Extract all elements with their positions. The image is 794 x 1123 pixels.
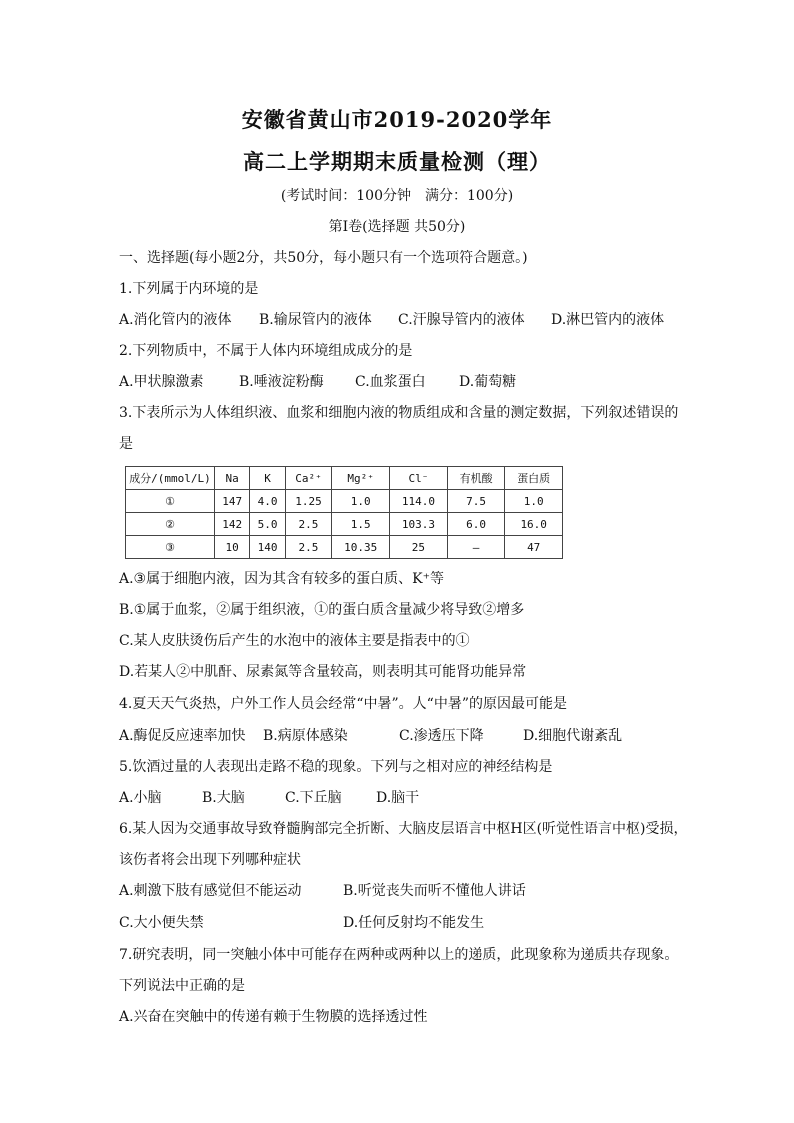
table-header-cell: Na	[215, 467, 250, 490]
question-1-option-d: D.淋巴管内的液体	[551, 312, 665, 328]
table-cell: 1.0	[332, 490, 390, 513]
table-header-cell: 成分/(mmol/L)	[126, 467, 215, 490]
exam-title-line2: 高二上学期期末质量检测（理）	[243, 149, 551, 174]
question-5-option-a: A.小脑	[119, 790, 162, 806]
table-cell: ②	[126, 513, 215, 536]
table-row	[126, 513, 563, 536]
question-2-option-c: C.血浆蛋白	[355, 374, 426, 390]
question-6-option-b: B.听觉丧失而听不懂他人讲话	[343, 883, 526, 899]
question-5-option-b: B.大脑	[202, 790, 245, 806]
question-4-option-d: D.细胞代谢紊乱	[523, 728, 623, 744]
question-6-stem-line1: 6.某人因为交通事故导致脊髓胸部完全折断、大脑皮层语言中枢H区(听觉性语言中枢)受损，	[119, 821, 688, 837]
question-7-option-a: A.兴奋在突触中的传递有赖于生物膜的选择透过性	[119, 1009, 428, 1025]
section-heading: 一、选择题(每小题2分，共50分，每小题只有一个选项符合题意。)	[119, 250, 528, 266]
question-2-option-b: B.唾液淀粉酶	[239, 374, 324, 390]
question-6-stem-line2: 该伤者将会出现下列哪种症状	[119, 852, 301, 868]
table-cell: 10.35	[332, 536, 390, 559]
table-cell: 147	[215, 490, 250, 513]
question-3-option-a: A.③属于细胞内液，因为其含有较多的蛋白质、K⁺等	[119, 571, 444, 587]
question-3-option-d: D.若某人②中肌酐、尿素氮等含量较高，则表明其可能肾功能异常	[119, 664, 527, 680]
table-header-row	[126, 467, 563, 490]
table-row	[126, 490, 563, 513]
question-7-stem-line1: 7.研究表明，同一突触小体中可能存在两种或两种以上的递质，此现象称为递质共存现象。	[119, 947, 679, 963]
question-3-stem-line1: 3.下表所示为人体组织液、血浆和细胞内液的物质组成和含量的测定数据，下列叙述错误的	[119, 405, 679, 421]
question-1-stem: 1.下列属于内环境的是	[119, 281, 259, 297]
question-3-option-c: C.某人皮肤烫伤后产生的水泡中的液体主要是指表中的①	[119, 633, 470, 649]
table-cell: 7.5	[447, 490, 505, 513]
table-cell: 6.0	[447, 513, 505, 536]
table-header-cell: 有机酸	[447, 467, 505, 490]
table-cell: —	[447, 536, 505, 559]
table-cell: 47	[505, 536, 563, 559]
table-cell: 25	[390, 536, 448, 559]
table-cell: 114.0	[390, 490, 448, 513]
question-3-option-b: B.①属于血浆，②属于组织液，①的蛋白质含量减少将导致②增多	[119, 602, 525, 618]
table-cell: 1.5	[332, 513, 390, 536]
table-cell: 16.0	[505, 513, 563, 536]
question-1-option-a: A.消化管内的液体	[119, 312, 232, 328]
table-cell: ③	[126, 536, 215, 559]
table-header-cell: Cl⁻	[390, 467, 448, 490]
table-cell: 140	[250, 536, 285, 559]
question-2-stem: 2.下列物质中，不属于人体内环境组成成分的是	[119, 343, 413, 359]
table-header-cell: Mg²⁺	[332, 467, 390, 490]
question-3-stem-line2: 是	[119, 436, 133, 452]
table-cell: 2.5	[285, 513, 332, 536]
table-cell: 103.3	[390, 513, 448, 536]
exam-title-line1: 安徽省黄山市2019-2020学年	[241, 107, 553, 132]
table-cell: 5.0	[250, 513, 285, 536]
question-4-stem: 4.夏天天气炎热，户外工作人员会经常“中暑”。人“中暑”的原因最可能是	[119, 696, 567, 712]
table-cell: 142	[215, 513, 250, 536]
table-header-cell: Ca²⁺	[285, 467, 332, 490]
table-cell: 2.5	[285, 536, 332, 559]
exam-info: (考试时间：100分钟 满分：100分)	[280, 188, 514, 204]
question-5-option-c: C.下丘脑	[285, 790, 342, 806]
question-7-stem-line2: 下列说法中正确的是	[119, 978, 245, 994]
table-cell: ①	[126, 490, 215, 513]
question-6-option-c: C.大小便失禁	[119, 915, 204, 931]
question-4-option-c: C.渗透压下降	[399, 728, 484, 744]
question-5-option-d: D.脑干	[376, 790, 420, 806]
volume-heading: 第Ⅰ卷(选择题 共50分)	[328, 219, 466, 235]
table-cell: 10	[215, 536, 250, 559]
table-header-cell: 蛋白质	[505, 467, 563, 490]
question-2-option-a: A.甲状腺激素	[119, 374, 204, 390]
table-cell: 4.0	[250, 490, 285, 513]
question-1-option-b: B.输尿管内的液体	[259, 312, 372, 328]
table-row	[126, 536, 563, 559]
table-cell: 1.25	[285, 490, 332, 513]
question-4-option-b: B.病原体感染	[263, 728, 348, 744]
question-1-option-c: C.汗腺导管内的液体	[398, 312, 525, 328]
question-6-option-d: D.任何反射均不能发生	[343, 915, 485, 931]
question-2-option-d: D.葡萄糖	[459, 374, 517, 390]
question-5-stem: 5.饮酒过量的人表现出走路不稳的现象。下列与之相对应的神经结构是	[119, 759, 553, 775]
table-header-cell: K	[250, 467, 285, 490]
composition-table	[125, 466, 563, 559]
table-cell: 1.0	[505, 490, 563, 513]
question-6-option-a: A.刺激下肢有感觉但不能运动	[119, 883, 302, 899]
question-4-option-a: A.酶促反应速率加快	[119, 728, 246, 744]
